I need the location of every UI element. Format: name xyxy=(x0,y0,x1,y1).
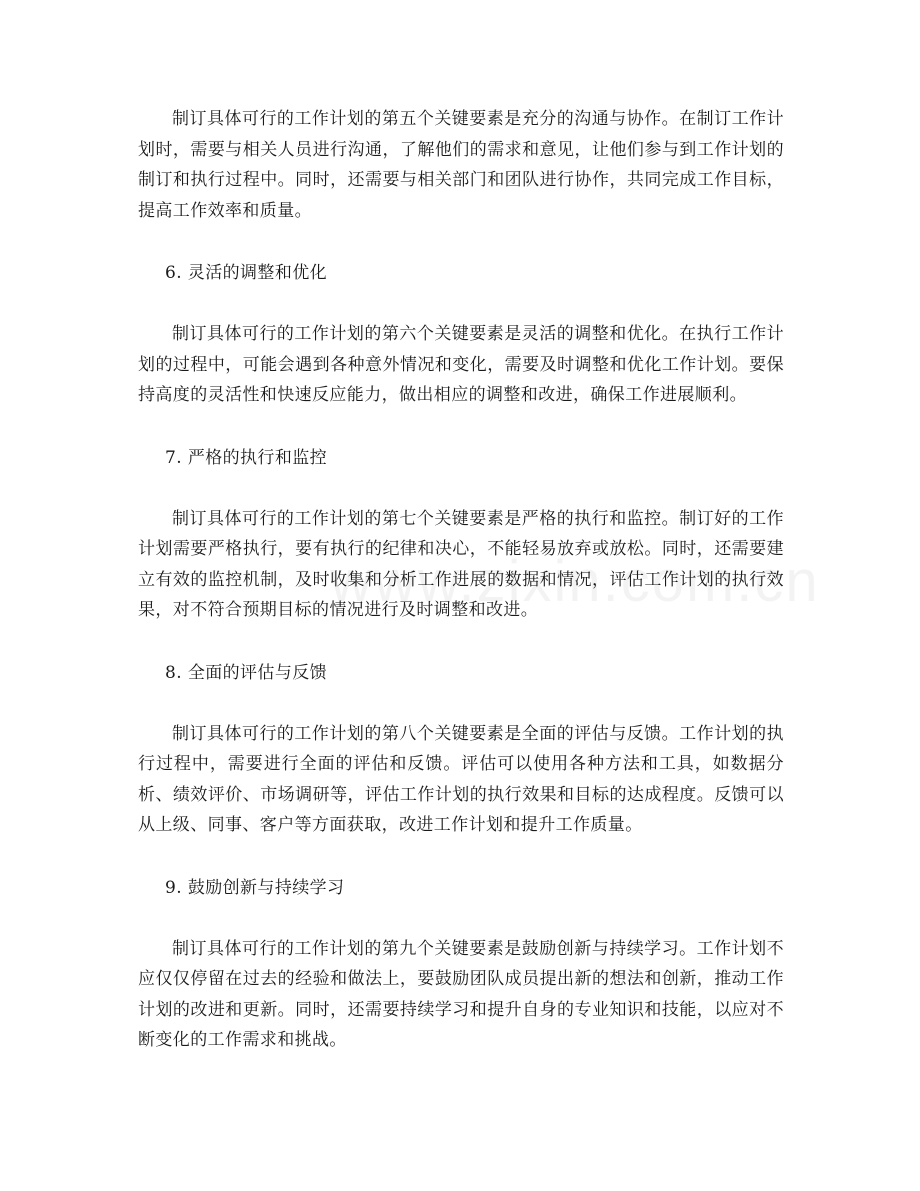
paragraph-section-7: 制订具体可行的工作计划的第七个关键要素是严格的执行和监控。制订好的工作计划需要严格执行，要有执行的纪律和决心，不能轻易放弃或放松。同时，还需要建立有效的监控机制，及时收集和分析工作进展的数据和情况，评估工作计划的执行效果，对不符合预期目标的情况进行及时调整和改进。 xyxy=(138,508,784,620)
heading-section-8: 8. 全面的评估与反馈 xyxy=(165,662,328,683)
paragraph-section-6: 制订具体可行的工作计划的第六个关键要素是灵活的调整和优化。在执行工作计划的过程中，可能会遇到各种意外情况和变化，需要及时调整和优化工作计划。要保持高度的灵活性和快速反应能力，做出相应的调整和改进，确保工作进展顺利。 xyxy=(138,324,784,405)
heading-section-6: 6. 灵活的调整和优化 xyxy=(165,263,328,283)
paragraph-section-8: 制订具体可行的工作计划的第八个关键要素是全面的评估与反馈。工作计划的执行过程中，需要进行全面的评估和反馈。评估可以使用各种方法和工具，如数据分析、绩效评价、市场调研等，评估工作计划的执行效果和目标的达成程度。反馈可以从上级、同事、客户等方面获取，改进工作计划和提升工作质量。 xyxy=(138,723,784,835)
heading-section-7: 7. 严格的执行和监控 xyxy=(165,447,328,468)
heading-section-9: 9. 鼓励创新与持续学习 xyxy=(165,877,345,898)
paragraph-section-9: 制订具体可行的工作计划的第九个关键要素是鼓励创新与持续学习。工作计划不应仅仅停留在过去的经验和做法上，要鼓励团队成员提出新的想法和创新，推动工作计划的改进和更新。同时，还需要持续学习和提升自身的专业知识和技能，以应对不断变化的工作需求和挑战。 xyxy=(138,938,784,1050)
paragraph-section-5: 制订具体可行的工作计划的第五个关键要素是充分的沟通与协作。在制订工作计划时，需要与相关人员进行沟通，了解他们的需求和意见，让他们参与到工作计划的制订和执行过程中。同时，还需要与相关部门和团队进行协作，共同完成工作目标，提高工作效率和质量。 xyxy=(138,109,784,221)
document-content xyxy=(138,104,784,1088)
